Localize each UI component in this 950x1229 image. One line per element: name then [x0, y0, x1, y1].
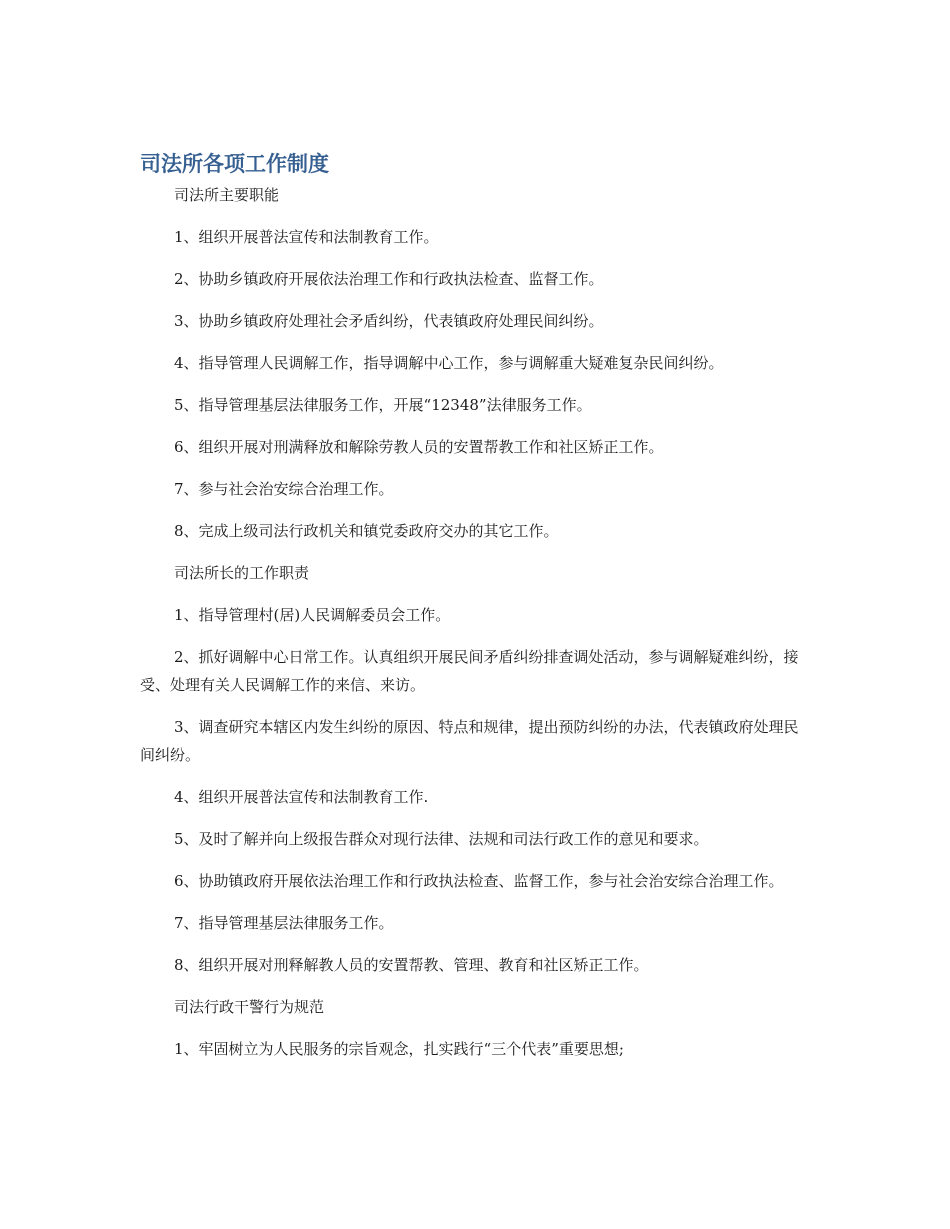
paragraph: 4、指导管理人民调解工作，指导调解中心工作，参与调解重大疑难复杂民间纠纷。	[174, 354, 724, 372]
paragraph: 2、协助乡镇政府开展依法治理工作和行政执法检查、监督工作。	[174, 270, 604, 288]
paragraph: 8、组织开展对刑释解教人员的安置帮教、管理、教育和社区矫正工作。	[174, 956, 649, 974]
document-title: 司法所各项工作制度	[140, 152, 329, 176]
section-heading-conduct-rules: 司法行政干警行为规范	[174, 998, 325, 1016]
paragraph: 7、参与社会治安综合治理工作。	[174, 480, 394, 498]
section-heading-functions: 司法所主要职能	[174, 186, 280, 204]
paragraph: 8、完成上级司法行政机关和镇党委政府交办的其它工作。	[174, 522, 559, 540]
paragraph: 1、指导管理村(居)人民调解委员会工作。	[174, 606, 451, 624]
paragraph: 2、抓好调解中心日常工作。认真组织开展民间矛盾纠纷排查调处活动，参与调解疑难纠纷，接受、处理有关人民调解工作的来信、来访。	[140, 648, 799, 694]
paragraph: 6、组织开展对刑满释放和解除劳教人员的安置帮教工作和社区矫正工作。	[174, 438, 664, 456]
paragraph: 3、协助乡镇政府处理社会矛盾纠纷，代表镇政府处理民间纠纷。	[174, 312, 604, 330]
paragraph: 1、牢固树立为人民服务的宗旨观念，扎实践行“三个代表”重要思想;	[174, 1040, 624, 1058]
paragraph: 1、组织开展普法宣传和法制教育工作。	[174, 228, 439, 246]
paragraph: 4、组织开展普法宣传和法制教育工作.	[174, 788, 429, 806]
paragraph: 6、协助镇政府开展依法治理工作和行政执法检查、监督工作，参与社会治安综合治理工作。	[174, 872, 784, 890]
paragraph: 5、及时了解并向上级报告群众对现行法律、法规和司法行政工作的意见和要求。	[174, 830, 709, 848]
paragraph: 5、指导管理基层法律服务工作，开展“12348”法律服务工作。	[174, 396, 592, 414]
paragraph: 3、调查研究本辖区内发生纠纷的原因、特点和规律，提出预防纠纷的办法，代表镇政府处理民间纠纷。	[140, 718, 799, 764]
paragraph: 7、指导管理基层法律服务工作。	[174, 914, 394, 932]
document-body	[140, 181, 800, 1077]
section-heading-director-duties: 司法所长的工作职责	[174, 564, 310, 582]
